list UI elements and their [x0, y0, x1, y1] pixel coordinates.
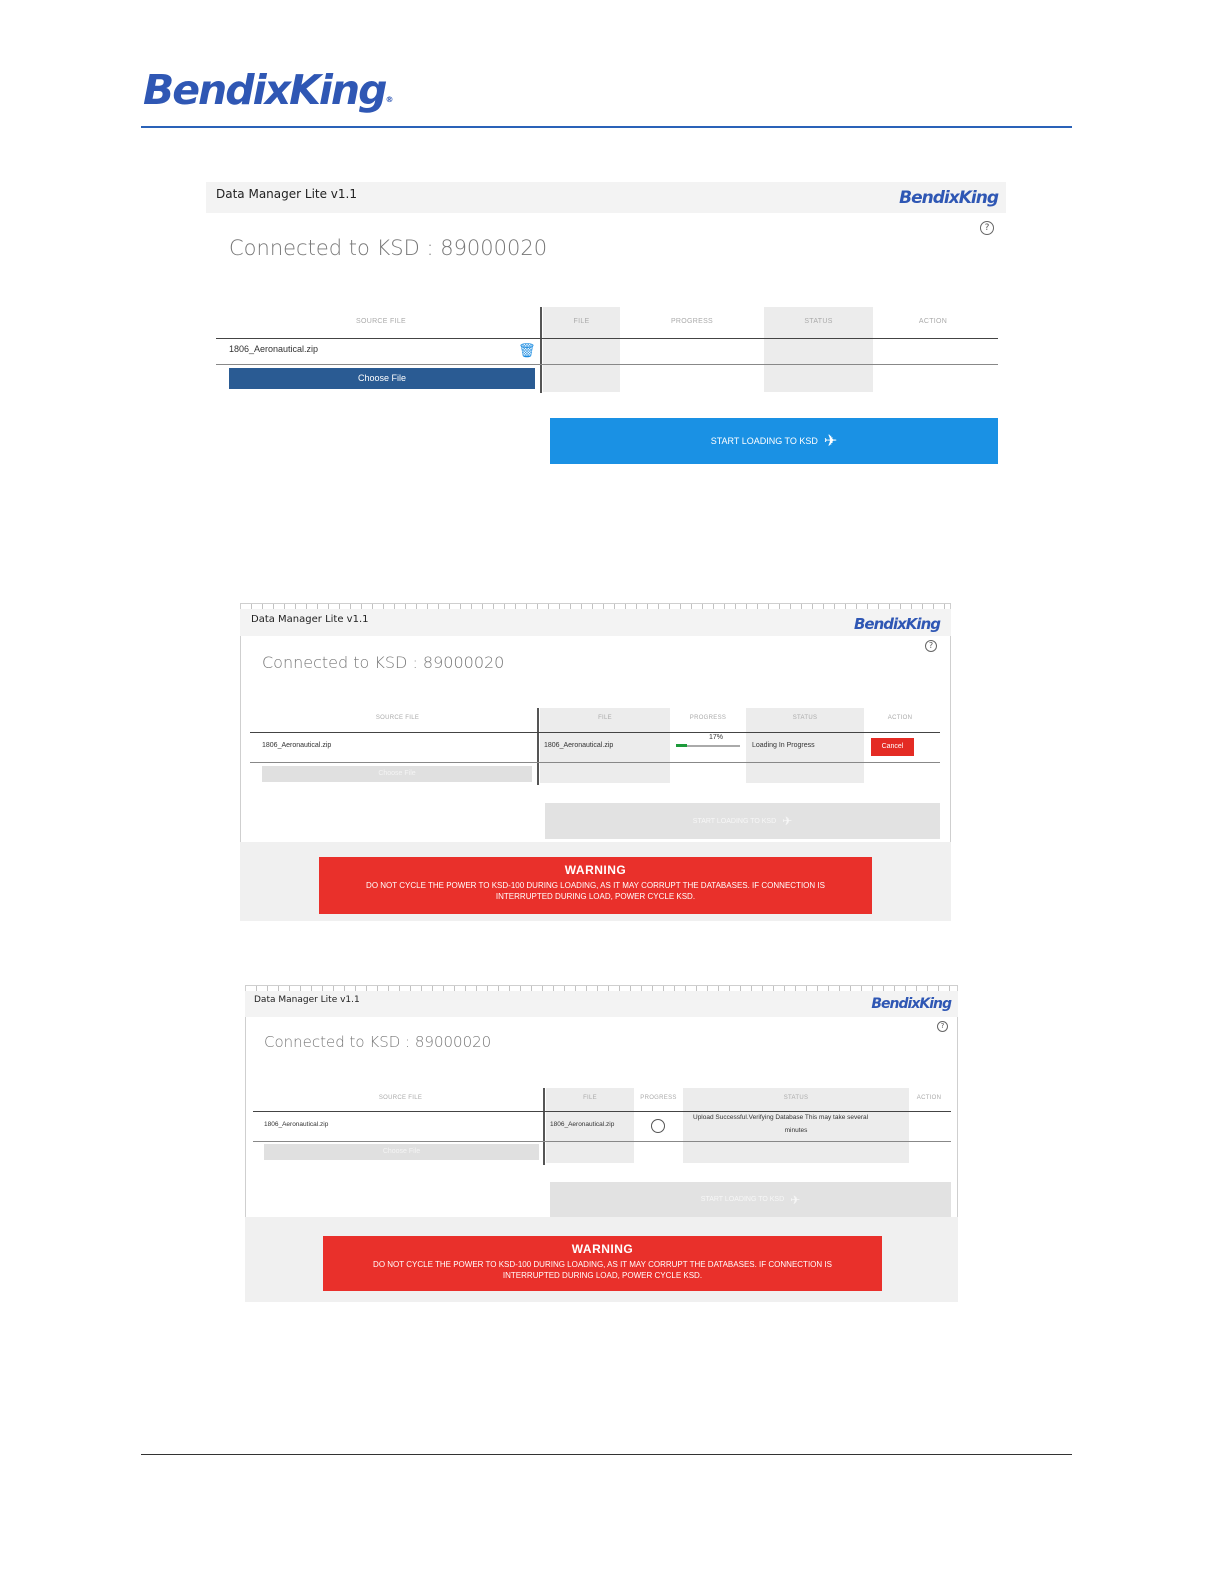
choose-file-button[interactable]: Choose File: [229, 368, 535, 389]
help-icon[interactable]: ?: [925, 640, 937, 652]
status-text-line-1: Upload Successful.Verifying Database This may take several: [693, 1114, 869, 1121]
header-divider: [250, 732, 940, 733]
start-loading-label: START LOADING TO KSD: [710, 436, 818, 446]
app-logo: BendixKing: [853, 615, 940, 633]
choose-file-button[interactable]: Choose File: [262, 766, 532, 782]
header-progress: PROGRESS: [640, 1095, 677, 1101]
warning-title: WARNING: [571, 1242, 634, 1256]
help-icon[interactable]: ?: [980, 221, 994, 235]
screenshot-idle: [206, 182, 1006, 472]
connection-status: Connected to KSD : 89000020: [264, 1033, 492, 1051]
header-divider: [216, 338, 998, 339]
progress-bar: [676, 744, 687, 747]
header-status: STATUS: [792, 715, 818, 721]
progress-percent: 17%: [709, 734, 724, 741]
header-action: ACTION: [887, 715, 913, 721]
start-loading-button[interactable]: [550, 418, 998, 464]
row-divider: [250, 762, 940, 763]
app-logo: BendixKing: [871, 996, 951, 1012]
status-text-line-2: minutes: [784, 1127, 808, 1134]
screenshot-loading: [240, 603, 951, 921]
source-file-name: 1806_Aeronautical.zip: [264, 1121, 329, 1128]
header-status: STATUS: [804, 318, 833, 325]
header-action: ACTION: [918, 318, 948, 325]
header-progress: PROGRESS: [689, 715, 727, 721]
row-divider: [216, 364, 998, 365]
app-title: Data Manager Lite v1.1: [251, 614, 369, 625]
header-progress: PROGRESS: [670, 318, 714, 325]
source-file-name: 1806_Aeronautical.zip: [229, 344, 319, 354]
start-loading-button[interactable]: [545, 803, 940, 839]
header-file: FILE: [583, 1095, 597, 1101]
screenshot-verifying: [245, 985, 958, 1302]
header-source-file: SOURCE FILE: [375, 715, 420, 721]
trash-icon[interactable]: 🗑: [518, 342, 536, 358]
status-text: Loading In Progress: [752, 742, 815, 749]
bendixking-logo: BendixKing®: [143, 66, 394, 114]
start-loading-button[interactable]: [550, 1182, 951, 1217]
footer-rule: [141, 1454, 1072, 1455]
header-source-file: SOURCE FILE: [378, 1095, 423, 1101]
header-file: FILE: [598, 715, 612, 721]
warning-title: WARNING: [564, 863, 627, 877]
header-file: FILE: [573, 318, 590, 325]
row-divider: [253, 1141, 951, 1142]
help-icon[interactable]: ?: [937, 1021, 948, 1032]
app-title: Data Manager Lite v1.1: [254, 995, 360, 1005]
header-divider: [253, 1111, 951, 1112]
start-loading-label: START LOADING TO KSD: [700, 1196, 785, 1203]
warning-text-line-1: DO NOT CYCLE THE POWER TO KSD-100 DURING LOADING, AS IT MAY CORRUPT THE DATABASES. IF CONNECTION IS: [366, 881, 825, 890]
warning-banner: [323, 1236, 882, 1291]
warning-text-line-2: INTERRUPTED DURING LOAD, POWER CYCLE KSD.: [502, 1271, 703, 1280]
choose-file-button[interactable]: Choose File: [264, 1144, 539, 1160]
connection-status: Connected to KSD : 89000020: [262, 653, 505, 672]
start-loading-label: START LOADING TO KSD: [692, 817, 777, 825]
header-status: STATUS: [783, 1095, 809, 1101]
header-rule: [141, 126, 1072, 128]
loading-spinner-icon: [651, 1119, 665, 1133]
header-source-file: SOURCE FILE: [356, 318, 406, 325]
header-action: ACTION: [916, 1095, 942, 1101]
file-name: 1806_Aeronautical.zip: [550, 1121, 615, 1128]
warning-text-line-1: DO NOT CYCLE THE POWER TO KSD-100 DURING LOADING, AS IT MAY CORRUPT THE DATABASES. IF CONNECTION IS: [373, 1260, 832, 1269]
app-logo: BendixKing: [899, 188, 998, 208]
cancel-button[interactable]: Cancel: [871, 738, 914, 756]
airplane-icon: ✈: [782, 814, 793, 828]
warning-banner: [319, 857, 872, 914]
airplane-icon: ✈: [823, 433, 838, 450]
warning-text-line-2: INTERRUPTED DURING LOAD, POWER CYCLE KSD.: [495, 892, 696, 901]
source-file-name: 1806_Aeronautical.zip: [262, 742, 332, 749]
app-title: Data Manager Lite v1.1: [216, 187, 357, 201]
file-name: 1806_Aeronautical.zip: [544, 742, 614, 749]
airplane-icon: ✈: [790, 1192, 801, 1207]
connection-status: Connected to KSD : 89000020: [229, 236, 548, 260]
